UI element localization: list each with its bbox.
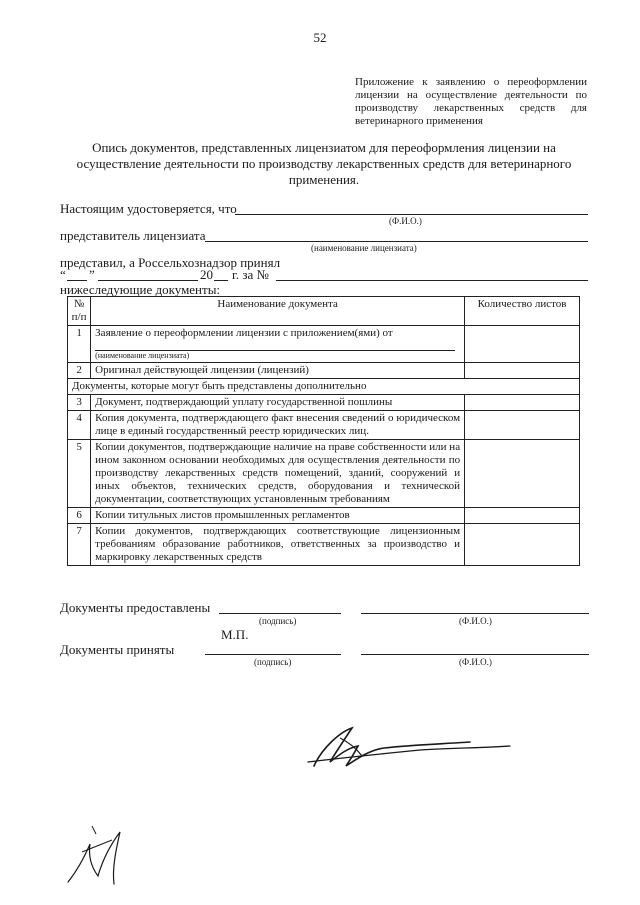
row-qty-cell[interactable] [465, 508, 580, 524]
fio-field-line[interactable] [235, 214, 588, 215]
provided-fio-line[interactable] [361, 613, 589, 614]
licensee-field-line[interactable] [205, 241, 588, 242]
table-row [68, 411, 580, 440]
certify-label: Настоящим удостоверяется, что [60, 201, 237, 216]
table-row [68, 440, 580, 508]
header-name: Наименование документа [91, 297, 465, 326]
row-num: 7 [68, 524, 91, 566]
table-row [68, 363, 580, 379]
handwritten-initials [62, 822, 142, 892]
date-quote-close: ” [89, 267, 95, 282]
licensee-caption: (наименование лицензиата) [311, 243, 417, 253]
row-caption: (наименование лицензиата) [95, 351, 190, 360]
handwritten-signature [300, 718, 520, 778]
day-field-line[interactable] [67, 280, 87, 281]
document-title: Опись документов, представленных лицензиатом для переоформления лицензии на осуществление деятельности по производству лекарственных средств для ветеринарного применения. [76, 140, 572, 187]
accepted-signature-caption: (подпись) [254, 657, 292, 667]
submitted-label: представил, а Россельхознадзор принял [60, 255, 281, 270]
page-number: 52 [313, 30, 327, 45]
provided-fio-caption: (Ф.И.О.) [459, 616, 492, 626]
row-name: Оригинал действующей лицензии (лицензий) [91, 363, 465, 379]
following-label: нижеследующие документы: [60, 282, 221, 297]
row-qty-cell[interactable] [465, 326, 580, 363]
accepted-signature-line[interactable] [205, 654, 341, 655]
row-qty-cell[interactable] [465, 411, 580, 440]
provided-signature-line[interactable] [219, 613, 341, 614]
provided-label: Документы предоставлены [60, 600, 211, 615]
year-prefix: 20 [200, 267, 213, 282]
documents-table [67, 296, 580, 566]
year-field-line[interactable] [214, 280, 228, 281]
row-num: 3 [68, 395, 91, 411]
header-num: № п/п [68, 297, 91, 326]
month-field-line[interactable] [98, 280, 198, 281]
row-qty-cell[interactable] [465, 440, 580, 508]
appendix-note: Приложение к заявлению о переоформлении лицензии на осуществление деятельности по производству лекарственных средств для ветеринарного применения [355, 76, 587, 127]
row-qty-cell[interactable] [465, 395, 580, 411]
table-header-row [68, 297, 580, 326]
row-name: Копия документа, подтверждающего факт внесения сведений о юридическом лице в единый государственный реестр юридических лиц. [91, 411, 465, 440]
row-name: Копии титульных листов промышленных регламентов [91, 508, 465, 524]
table-row [68, 524, 580, 566]
row-num: 2 [68, 363, 91, 379]
fio-caption: (Ф.И.О.) [389, 216, 422, 226]
row-num: 4 [68, 411, 91, 440]
row-name: Копии документов, подтверждающих соответствующие лицензионным требованиям образование работников, ответственных за производство и маркировку лекарственных средств [91, 524, 465, 566]
table-row [68, 326, 580, 363]
row-num: 1 [68, 326, 91, 363]
section-heading: Документы, которые могут быть представлены дополнительно [68, 379, 580, 395]
row-name: Копии документов, подтверждающие наличие на праве собственности или на ином законном основании необходимых для осуществления деятельности по производству лекарственных средств помещений, зданий, сооружений и иных объектов, технических средств, оборудования и технической документации, соответствующих установленным требованиям [91, 440, 465, 508]
accepted-fio-caption: (Ф.И.О.) [459, 657, 492, 667]
row-name-text: Заявление о переоформлении лицензии с приложением(ями) от [95, 327, 393, 339]
table-row [68, 508, 580, 524]
accepted-label: Документы приняты [60, 642, 175, 657]
row-num: 6 [68, 508, 91, 524]
stamp-label: М.П. [221, 627, 249, 642]
row-name [91, 326, 465, 363]
accepted-fio-line[interactable] [361, 654, 589, 655]
representative-label: представитель лицензиата [60, 228, 206, 243]
provided-signature-caption: (подпись) [259, 616, 297, 626]
table-section-row [68, 379, 580, 395]
year-suffix: г. за № [232, 267, 269, 282]
number-field-line[interactable] [276, 280, 588, 281]
table-row [68, 395, 580, 411]
header-qty: Количество листов [465, 297, 580, 326]
row-name: Документ, подтверждающий уплату государственной пошлины [91, 395, 465, 411]
row-qty-cell[interactable] [465, 363, 580, 379]
row-num: 5 [68, 440, 91, 508]
row-qty-cell[interactable] [465, 524, 580, 566]
date-quote-open: “ [60, 267, 66, 282]
